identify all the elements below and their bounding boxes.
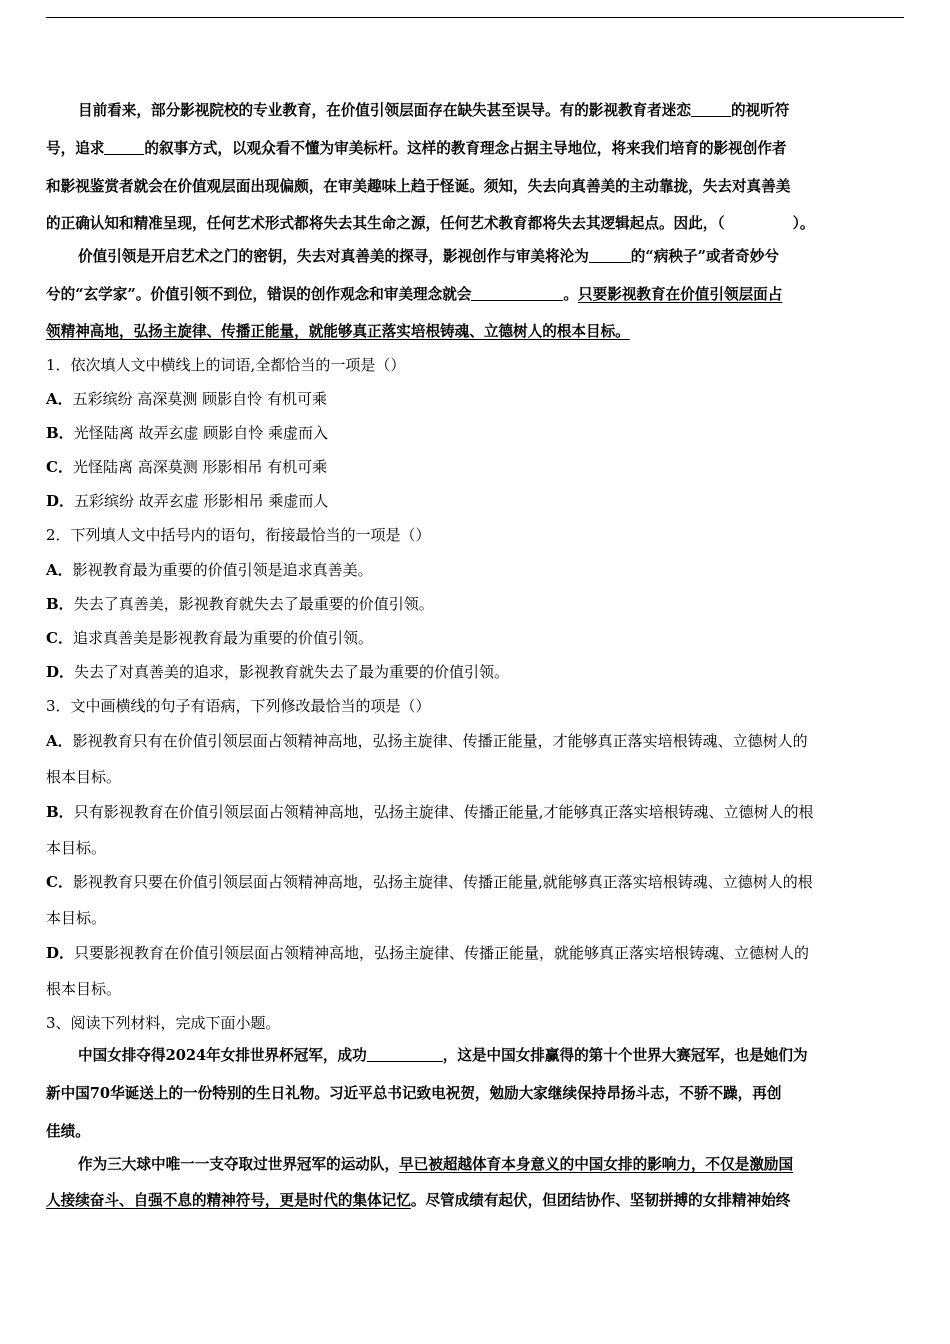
header-rule bbox=[46, 17, 904, 18]
option-a: A．五彩缤纷 高深莫测 顾影自怜 有机可乘 bbox=[46, 390, 327, 408]
option-b: B．只有影视教育在价值引领层面占领精神高地，弘扬主旋律、传播正能量,才能够真正落实培根铸魂、立德树人的根 bbox=[46, 803, 814, 821]
underlined-sentence: 领精神高地，弘扬主旋律、传播正能量，就能够真正落实培根铸魂、立德树人的根本目标。 bbox=[46, 323, 630, 340]
passage-line: 新中国70华诞送上的一份特别的生日礼物。习近平总书记致电祝贺，勉励大家继续保持昂扬斗志，不骄不躁，再创 bbox=[46, 1085, 782, 1102]
passage-line: 价值引领是开启艺术之门的密钥，失去对真善美的探寻，影视创作与审美将沦为 的“病秧子”或者奇妙兮 bbox=[78, 248, 779, 265]
option-continuation: 根本目标。 bbox=[46, 768, 122, 786]
option-d: D．五彩缤纷 故弄玄虚 形影相吊 乘虚而人 bbox=[46, 492, 329, 510]
passage-line bbox=[46, 322, 630, 342]
passage-line: 兮的“玄学家”。价值引领不到位，错误的创作观念和审美理念就会 。只要影视教育在价值引领层面占 bbox=[46, 286, 783, 303]
passage-line: 的正确认知和精准呈现，任何艺术形式都将失去其生命之源，任何艺术教育都将失去其逻辑起点。因此，（ ）。 bbox=[46, 215, 815, 232]
fill-blank bbox=[367, 1047, 443, 1062]
fill-blank bbox=[589, 248, 631, 263]
passage-line: 作为三大球中唯一一支夺取过世界冠军的运动队，早已被超越体育本身意义的中国女排的影响力，不仅是激励国 bbox=[78, 1156, 794, 1173]
option-d: D．失去了对真善美的追求，影视教育就失去了最为重要的价值引领。 bbox=[46, 663, 510, 681]
passage-line: 人接续奋斗、自强不息的精神符号，更是时代的集体记忆。尽管成绩有起伏，但团结协作、坚韧拼搏的女排精神始终 bbox=[46, 1192, 791, 1209]
option-a: A．影视教育只有在价值引领层面占领精神高地，弘扬主旋律、传播正能量，才能够真正落实培根铸魂、立德树人的 bbox=[46, 732, 808, 750]
option-b: B．失去了真善美，影视教育就失去了最重要的价值引领。 bbox=[46, 595, 434, 613]
option-continuation: 本目标。 bbox=[46, 839, 107, 857]
underlined-sentence: 人接续奋斗、自强不息的精神符号，更是时代的集体记忆 bbox=[46, 1192, 411, 1209]
question-stem: 3．文中画横线的句子有语病，下列修改最恰当的项是（） bbox=[46, 697, 431, 715]
fill-blank bbox=[104, 140, 144, 155]
section-heading: 3、阅读下列材料，完成下面小题。 bbox=[46, 1014, 281, 1032]
underlined-sentence: 只要影视教育在价值引领层面占 bbox=[578, 286, 783, 303]
passage-line: 和影视鉴赏者就会在价值观层面出现偏颇，在审美趣味上趋于怪诞。须知，失去向真善美的主动靠拢，失去对真善美 bbox=[46, 178, 791, 195]
option-d: D．只要影视教育在价值引领层面占领精神高地，弘扬主旋律、传播正能量，就能够真正落实培根铸魂、立德树人的 bbox=[46, 944, 810, 962]
option-b: B．光怪陆离 故弄玄虚 顾影自怜 乘虚而入 bbox=[46, 424, 328, 442]
question-stem: 2．下列填人文中括号内的语句，衔接最恰当的一项是（） bbox=[46, 526, 431, 544]
question-stem: 1．依次填人文中横线上的词语,全都恰当的一项是（） bbox=[46, 356, 406, 374]
underlined-sentence: 早已被超越体育本身意义的中国女排的影响力，不仅是激励国 bbox=[399, 1156, 794, 1173]
fill-blank bbox=[691, 102, 731, 117]
passage-line: 号，追求 的叙事方式，以观众看不懂为审美标杆。这样的教育理念占据主导地位，将来我们培育的影视创作者 bbox=[46, 140, 787, 157]
passage-line: 目前看来，部分影视院校的专业教育，在价值引领层面存在缺失甚至误导。有的影视教育者迷恋 的视听符 bbox=[78, 102, 790, 119]
option-a: A．影视教育最为重要的价值引领是追求真善美。 bbox=[46, 561, 373, 579]
passage-line: 中国女排夺得2024年女排世界杯冠军，成功 ，这是中国女排赢得的第十个世界大赛冠军，也是她们为 bbox=[78, 1047, 808, 1064]
option-continuation: 根本目标。 bbox=[46, 980, 122, 998]
option-continuation: 本目标。 bbox=[46, 909, 107, 927]
fill-blank bbox=[471, 286, 563, 301]
option-c: C．追求真善美是影视教育最为重要的价值引领。 bbox=[46, 629, 373, 647]
option-c: C．光怪陆离 高深莫测 形影相吊 有机可乘 bbox=[46, 458, 328, 476]
option-c: C．影视教育只要在价值引领层面占领精神高地，弘扬主旋律、传播正能量,就能够真正落实培根铸魂、立德树人的根 bbox=[46, 873, 813, 891]
passage-line: 佳绩。 bbox=[46, 1123, 90, 1140]
